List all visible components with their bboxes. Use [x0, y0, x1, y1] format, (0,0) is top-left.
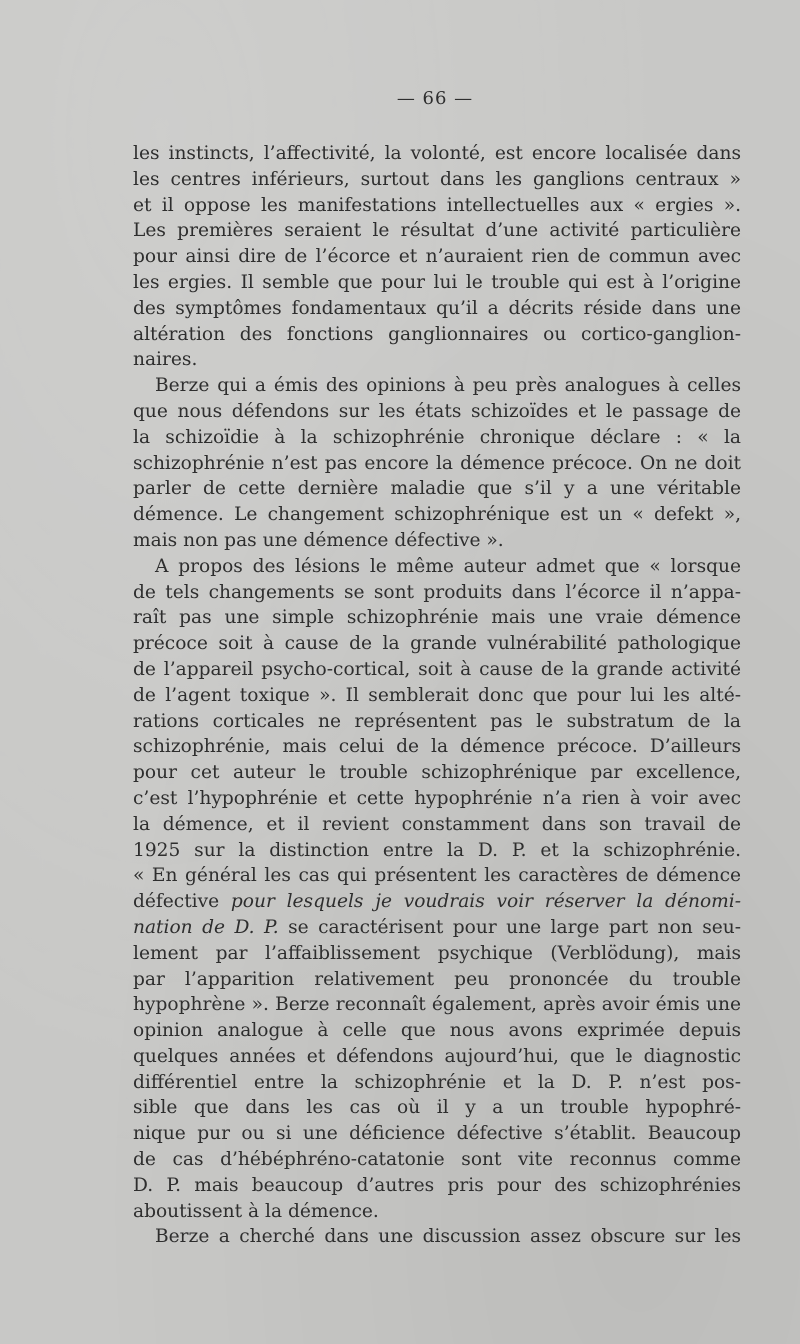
text-line: quelques années et défendons aujourd’hui, que le diagnostic — [133, 1045, 741, 1067]
text-line: mais non pas une démence défective ». — [133, 529, 504, 551]
text-run: défective — [133, 891, 231, 913]
text-line: hypophrène ». Berze reconnaît également, après avoir émis une — [133, 994, 741, 1016]
text-line: schizophrénie, mais celui de la démence précoce. D’ailleurs — [133, 736, 741, 758]
text-line: et il oppose les manifestations intellectuelles aux « ergies ». — [133, 194, 741, 216]
text-line: opinion analogue à celle que nous avons exprimée depuis — [133, 1020, 741, 1042]
body-text — [133, 141, 741, 1250]
text-line: que nous défendons sur les états schizoïdes et le passage de — [133, 400, 741, 422]
text-line: les instincts, l’affectivité, la volonté, est encore localisée dans — [133, 143, 741, 164]
text-line: de l’agent toxique ». Il semblerait donc que pour lui les alté- — [133, 684, 741, 706]
text-line: démence. Le changement schizophrénique est un « defekt », — [133, 504, 741, 526]
text-run: se caractérisent pour une large part non seu- — [278, 916, 741, 938]
text-line-italic-mixed — [133, 915, 741, 941]
text-line: aboutissent à la démence. — [133, 1200, 379, 1222]
text-line: lement par l’affaiblissement psychique (Verblödung), mais — [133, 942, 741, 964]
text-line: « En général les cas qui présentent les caractères de démence — [133, 865, 741, 887]
text-line: schizophrénie n’est pas encore la démence précoce. On ne doit — [133, 452, 741, 474]
italic-run: nation de D. P. — [133, 916, 279, 938]
text-line: pour ainsi dire de l’écorce et n’auraient rien de commun avec — [133, 246, 741, 268]
text-line: c’est l’hypophrénie et cette hypophrénie n’a rien à voir avec — [133, 787, 741, 809]
text-line: les centres inférieurs, surtout dans les ganglions centraux » — [133, 168, 741, 190]
text-line: pour cet auteur le trouble schizophrénique par excellence, — [133, 762, 741, 784]
text-line: nique pur ou si une déficience défective s’établit. Beaucoup — [133, 1123, 741, 1145]
text-line: de tels changements se sont produits dans l’écorce il n’appa- — [133, 581, 741, 603]
text-line: naires. — [133, 349, 198, 371]
text-line: A propos des lésions le même auteur admet que « lorsque — [155, 555, 741, 577]
text-line: D. P. mais beaucoup d’autres pris pour des schizophrénies — [133, 1174, 741, 1196]
text-line: Berze qui a émis des opinions à peu près analogues à celles — [155, 375, 741, 397]
text-line: différentiel entre la schizophrénie et la D. P. n’est pos- — [133, 1071, 741, 1093]
text-line: raît pas une simple schizophrénie mais une vraie démence — [133, 607, 741, 629]
text-line: 1925 sur la distinction entre la D. P. et la schizophrénie. — [133, 839, 741, 861]
text-line: précoce soit à cause de la grande vulnérabilité pathologique — [133, 633, 741, 655]
italic-run: pour lesquels je voudrais voir réserver la dénomi- — [230, 891, 741, 913]
text-line: Berze a cherché dans une discussion assez obscure sur les — [155, 1226, 741, 1248]
text-line: des symptômes fondamentaux qu’il a décrits réside dans une — [133, 297, 741, 319]
text-line: altération des fonctions ganglionnaires ou cortico-ganglion- — [133, 323, 741, 345]
text-line: Les premières seraient le résultat d’une activité particulière — [133, 220, 741, 242]
text-line: rations corticales ne représentent pas le substratum de la — [133, 710, 741, 732]
text-line: les ergies. Il semble que pour lui le trouble qui est à l’origine — [133, 271, 741, 293]
text-line: parler de cette dernière maladie que s’il y a une véritable — [133, 478, 741, 500]
text-line: de cas d’hébéphréno-catatonie sont vite reconnus comme — [133, 1149, 741, 1171]
text-line-italic-mixed — [133, 889, 741, 915]
text-line: de l’appareil psycho-cortical, soit à cause de la grande activité — [133, 658, 741, 680]
text-line: par l’apparition relativement peu prononcée du trouble — [133, 968, 741, 990]
page-number: — 66 — — [396, 88, 474, 109]
text-line: sible que dans les cas où il y a un trouble hypophré- — [133, 1097, 741, 1119]
text-line: la schizoïdie à la schizophrénie chronique déclare : « la — [133, 426, 741, 448]
text-line: la démence, et il revient constamment dans son travail de — [133, 813, 741, 835]
